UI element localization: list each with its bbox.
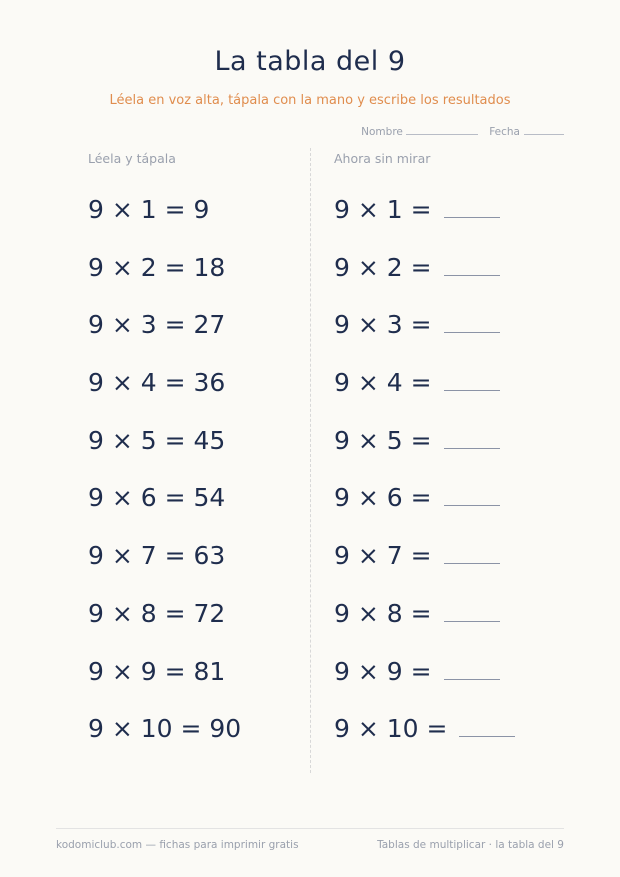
table-row: [0, 246, 620, 304]
date-label: Fecha: [489, 126, 520, 138]
answer-blank[interactable]: [444, 370, 500, 391]
table-row: [0, 707, 620, 765]
equation-with-answer: 9 × 9 = 81: [88, 656, 226, 686]
equation-prompt: 9 × 6 =: [334, 483, 432, 513]
answer-blank[interactable]: [444, 312, 500, 333]
equation-to-solve: [334, 482, 500, 514]
equation-prompt: 9 × 4 =: [334, 368, 432, 398]
equation-prompt: 9 × 10 =: [334, 714, 448, 744]
equation-with-answer: 9 × 10 = 90: [88, 714, 242, 744]
equation-with-answer: 9 × 1 = 9: [88, 195, 210, 224]
equation-with-answer: 9 × 7 = 63: [88, 541, 226, 571]
equation-to-solve: [334, 309, 500, 341]
footer-divider: [56, 828, 564, 829]
date-blank-line[interactable]: [524, 133, 564, 135]
equation-prompt: 9 × 8 =: [334, 598, 432, 628]
equation-with-answer: 9 × 6 = 54: [88, 483, 226, 513]
table-row: [0, 419, 620, 477]
equation-to-solve: [334, 194, 500, 226]
left-column-label: Léela y tápala: [88, 151, 176, 166]
answer-blank[interactable]: [444, 659, 500, 680]
equation-prompt: 9 × 9 =: [334, 656, 432, 686]
table-row: [0, 650, 620, 708]
equation-prompt: 9 × 3 =: [334, 310, 432, 340]
equation-with-answer: 9 × 8 = 72: [88, 598, 226, 628]
answer-blank[interactable]: [444, 601, 500, 622]
equation-with-answer: 9 × 5 = 45: [88, 425, 226, 455]
equation-rows: [0, 188, 620, 765]
footer-site-credit: kodomiclub.com — fichas para imprimir gratis: [56, 839, 299, 851]
right-column-label: Ahora sin mirar: [334, 151, 431, 166]
equation-with-answer: 9 × 2 = 18: [88, 252, 226, 282]
footer-series-label: Tablas de multiplicar · la tabla del 9: [377, 839, 564, 851]
instructions-subtitle: Léela en voz alta, tápala con la mano y escribe los resultados: [109, 93, 511, 108]
equation-prompt: 9 × 1 =: [334, 195, 432, 224]
answer-blank[interactable]: [444, 197, 500, 218]
table-row: [0, 361, 620, 419]
equation-prompt: 9 × 2 =: [334, 252, 432, 282]
answer-blank[interactable]: [444, 255, 500, 276]
equation-to-solve: [334, 425, 500, 457]
table-row: [0, 534, 620, 592]
equation-to-solve: [334, 252, 500, 284]
equation-to-solve: [334, 656, 500, 688]
answer-blank[interactable]: [444, 543, 500, 564]
equation-with-answer: 9 × 4 = 36: [88, 368, 226, 398]
table-row: [0, 303, 620, 361]
page-title: La tabla del 9: [214, 46, 406, 77]
answer-blank[interactable]: [444, 428, 500, 449]
equation-to-solve: [334, 367, 500, 399]
equation-prompt: 9 × 5 =: [334, 425, 432, 455]
table-row: [0, 592, 620, 650]
answer-blank[interactable]: [459, 716, 515, 737]
equation-with-answer: 9 × 3 = 27: [88, 310, 226, 340]
equation-to-solve: [334, 540, 500, 572]
answer-blank[interactable]: [444, 485, 500, 506]
equation-to-solve: [334, 598, 500, 630]
table-row: [0, 188, 620, 246]
table-row: [0, 476, 620, 534]
name-label: Nombre: [361, 126, 403, 138]
name-blank-line[interactable]: [406, 133, 478, 135]
equation-prompt: 9 × 7 =: [334, 541, 432, 571]
equation-to-solve: [334, 713, 515, 745]
name-date-fields: [361, 126, 564, 138]
